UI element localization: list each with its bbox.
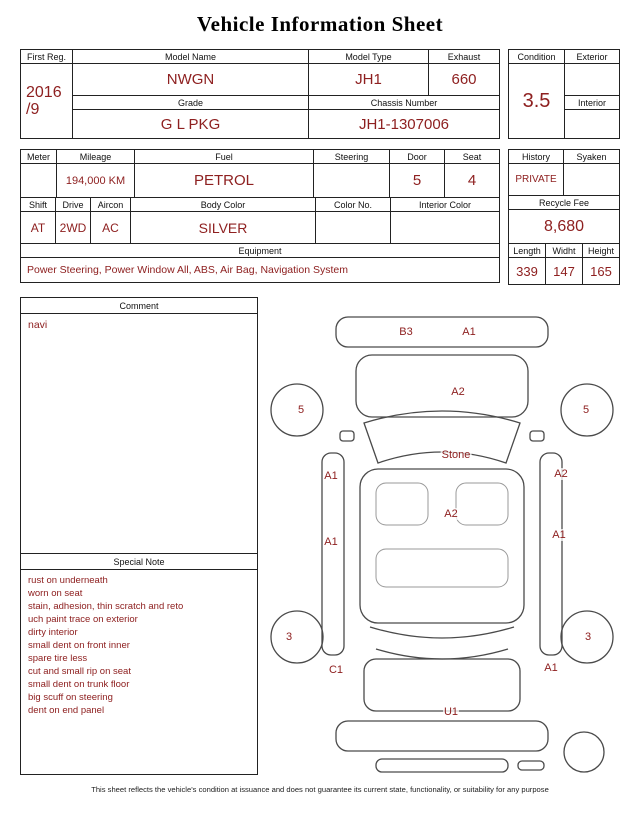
first-reg-value — [21, 64, 73, 138]
special-note-item: uch paint trace on exterior — [28, 614, 138, 625]
first-reg-label: First Reg. — [21, 50, 73, 64]
special-note-item: worn on seat — [28, 588, 83, 599]
interior-color-value — [391, 212, 499, 244]
body-color-value: SILVER — [131, 212, 316, 244]
top-band — [20, 49, 620, 139]
recycle-fee-label: Recycle Fee — [509, 196, 619, 210]
meter-label: Meter — [21, 150, 57, 164]
comment-header: Comment — [21, 298, 257, 314]
width-value: 147 — [546, 258, 583, 284]
damage-marker: A1 — [544, 662, 558, 674]
damage-marker: A1 — [324, 536, 338, 548]
special-note-header: Special Note — [21, 554, 257, 570]
damage-marker: 3 — [584, 631, 592, 643]
condition-value: 3.5 — [509, 64, 565, 138]
fuel-label: Fuel — [135, 150, 314, 164]
exterior-value — [565, 64, 619, 96]
steering-label: Steering — [314, 150, 390, 164]
interior-color-label: Interior Color — [391, 198, 499, 212]
seat-value: 4 — [445, 164, 499, 198]
comment-body — [21, 314, 257, 554]
special-note-item: small dent on front inner — [28, 640, 130, 651]
model-type-label: Model Type — [309, 50, 429, 64]
history-fee-table — [508, 149, 620, 285]
condition-label: Condition — [509, 50, 565, 64]
height-value: 165 — [590, 263, 612, 279]
color-no-label: Color No. — [316, 198, 391, 212]
exhaust-value: 660 — [429, 64, 499, 96]
damage-marker: A1 — [324, 470, 338, 482]
equipment-label: Equipment — [21, 244, 499, 258]
middle-band — [20, 149, 620, 285]
special-note-item: small dent on trunk floor — [28, 679, 130, 690]
shift-value: AT — [21, 212, 56, 244]
door-label: Door — [390, 150, 445, 164]
grade-value: G L PKG — [73, 110, 309, 138]
lower-band — [20, 297, 620, 775]
special-note-item: dirty interior — [28, 627, 78, 638]
damage-marker: U1 — [443, 706, 459, 718]
vehicle-id-table — [20, 49, 500, 139]
history-value: PRIVATE — [509, 164, 564, 196]
damage-marker: 3 — [285, 631, 293, 643]
damage-marker: 5 — [297, 404, 305, 416]
comment-text: navi — [28, 319, 48, 331]
equipment-value: Power Steering, Power Window All, ABS, Air Bag, Navigation System — [27, 264, 348, 276]
damage-marker: C1 — [328, 664, 344, 676]
interior-value — [565, 110, 619, 138]
spec-table — [20, 149, 500, 283]
special-note-item: rust on underneath — [28, 575, 108, 586]
grade-label: Grade — [73, 96, 309, 110]
body-color-label: Body Color — [131, 198, 316, 212]
page-title: Vehicle Information Sheet — [196, 12, 444, 36]
door-value: 5 — [390, 164, 445, 198]
exterior-label: Exterior — [565, 50, 619, 64]
condition-table — [508, 49, 620, 139]
special-note-item: cut and small rip on seat — [28, 666, 131, 677]
height-label: Height — [583, 244, 619, 258]
shift-label: Shift — [21, 198, 56, 212]
interior-label: Interior — [565, 96, 619, 110]
damage-marker: A1 — [462, 326, 476, 338]
recycle-fee-value: 8,680 — [509, 210, 619, 244]
special-note-item: big scuff on steering — [28, 692, 113, 703]
chassis-number-label: Chassis Number — [309, 96, 499, 110]
damage-marker: B3 — [399, 326, 413, 338]
meter-value — [21, 164, 57, 198]
syaken-label: Syaken — [564, 150, 619, 164]
mileage-value: 194,000 KM — [57, 164, 135, 198]
special-note-list — [21, 570, 257, 774]
damage-marker: A2 — [444, 508, 458, 520]
first-reg-month: /9 — [26, 101, 40, 118]
damage-marker: Stone — [441, 449, 471, 461]
first-reg-year: 2016 — [26, 84, 62, 101]
length-value: 339 — [509, 258, 546, 284]
mileage-label: Mileage — [57, 150, 135, 164]
drive-label: Drive — [56, 198, 91, 212]
chassis-number-value: JH1-1307006 — [358, 115, 450, 133]
model-name-value: NWGN — [73, 64, 309, 96]
special-note-item: spare tire less — [28, 653, 88, 664]
car-damage-diagram — [264, 297, 620, 775]
comment-panel — [20, 297, 258, 775]
aircon-value: AC — [91, 212, 131, 244]
damage-marker: A2 — [451, 386, 465, 398]
syaken-value — [564, 164, 619, 196]
length-label: Length — [509, 244, 546, 258]
history-label: History — [509, 150, 564, 164]
model-name-label: Model Name — [73, 50, 309, 64]
damage-marker: A2 — [554, 468, 568, 480]
model-type-value: JH1 — [309, 64, 429, 96]
steering-value — [314, 164, 390, 198]
special-note-item: stain, adhesion, thin scratch and reto — [28, 601, 184, 612]
aircon-label: Aircon — [91, 198, 131, 212]
damage-marker: A1 — [552, 529, 566, 541]
color-no-value — [316, 212, 391, 244]
exhaust-label: Exhaust — [429, 50, 499, 64]
fuel-value: PETROL — [135, 164, 314, 198]
seat-label: Seat — [445, 150, 499, 164]
drive-value: 2WD — [56, 212, 91, 244]
special-note-item: dent on end panel — [28, 705, 105, 716]
footer-disclaimer: This sheet reflects the vehicle's condition at issuance and does not guarantee its current state, functionality, or suitability for any purpose — [91, 785, 549, 794]
damage-marker: 5 — [582, 404, 590, 416]
diagram-marker-layer — [264, 297, 620, 775]
width-label: Widht — [546, 244, 583, 258]
